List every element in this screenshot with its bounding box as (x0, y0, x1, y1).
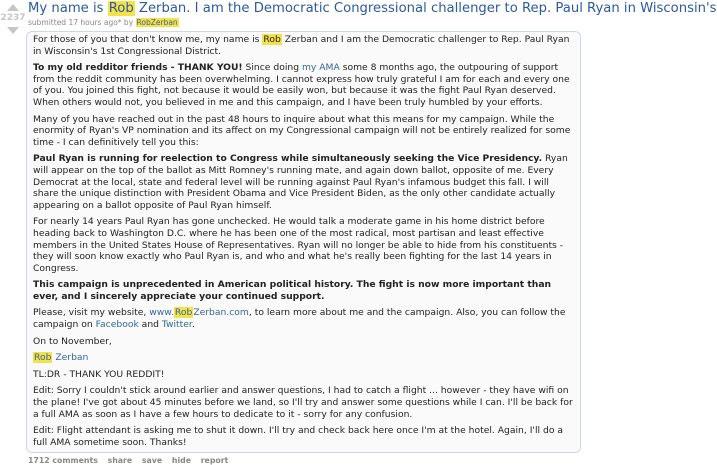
facebook-link[interactable]: Facebook (95, 319, 139, 331)
edit-2: Edit: Flight attendant is asking me to shut it down. I'll try and check back here once I'm at the hotel. Again, I'll do a full AMA sometime soon. Thanks! (33, 425, 563, 448)
vote-column (0, 0, 26, 34)
share-button[interactable]: share (107, 456, 133, 465)
title-post: Zerban. I am the Democratic Congressional challenger to Rep. Paul Ryan in Wisconsin's (134, 1, 717, 16)
signature-rest: Zerban (52, 352, 89, 364)
submitted-text: submitted 17 hours ago* by (28, 18, 136, 27)
upvote-arrow-icon[interactable] (7, 4, 19, 11)
paragraph-3: Many of you have reached out in the past 48 hours to inquire about what this means for my campaign. While the enormity of Ryan's VP nomination and its affect on my Congressional campaign will not be entirely realized for some time - I can definitively tell you this: (33, 113, 571, 148)
post-entry (28, 0, 717, 465)
p2-bold: To my old redditor friends - THANK YOU! (33, 62, 243, 74)
p7-text-a: Please, visit my website, (33, 307, 150, 319)
p1-text-b: Zerban and I am the Democratic challenger to Rep. Paul Ryan in Wisconsin's 1st Congressional District. (33, 34, 570, 57)
downvote-arrow-icon[interactable] (7, 27, 19, 34)
title-highlight: Rob (108, 1, 134, 16)
paragraph-2 (33, 62, 574, 108)
post-body (26, 31, 581, 453)
paragraph-7 (33, 307, 574, 330)
post-buttons (28, 456, 598, 465)
signature-link[interactable] (33, 352, 88, 363)
save-button[interactable]: save (141, 456, 163, 465)
website-link[interactable] (149, 307, 249, 318)
paragraph-8: On to November, (33, 335, 112, 347)
signature-highlight: Rob (34, 352, 52, 364)
post-title[interactable] (28, 0, 717, 18)
paragraph-1 (33, 34, 574, 57)
p1-text-a: For those of you that don't know me, my name is (33, 34, 263, 45)
report-button[interactable]: report (200, 456, 229, 465)
p7-text-d: . (191, 319, 195, 331)
tldr: TL:DR - THANK YOU REDDIT! (33, 368, 165, 380)
paragraph-5: For nearly 14 years Paul Ryan has gone unchecked. He would talk a moderate game in his home district before heading back to Washington D.C. where he has been one of the most radical, most partisan and least effective members in the United States House of Representatives. Ryan will no longer be able to hide from his constituents - they will soon know exactly who Paul Ryan is, and who and what he's really been fighting for the last 14 years in Congress. (33, 216, 564, 274)
website-link-b: Zerban.com (193, 307, 249, 319)
paragraph-6: This campaign is unprecedented in American political history. The fight is now more important than ever, and I sincerely appreciate your continued support. (33, 279, 552, 302)
p4-text: Ryan will appear on the top of the ballot as Mitt Romney's running mate, and again down ballot, opposite of me. Every Democrat at the local, state and federal level will be running against Paul Ryan's infamous budget this fall. I will share the unique distinction with President Obama and Vice President Biden, as the only other candidate actually appearing on a ballot opposite of Paul Ryan himself. (33, 153, 568, 211)
signature (33, 352, 574, 364)
title-pre: My name is (28, 1, 108, 16)
hide-button[interactable]: hide (171, 456, 191, 465)
website-link-highlight: Rob (174, 307, 193, 319)
edit-1: Edit: Sorry I couldn't stick around earlier and answer questions, I had to catch a flight ... however - they have wifi on the plane! I've got about 45 minutes before we land, so I'll try and answer some questions while I can. I'll be back for a full AMA as soon as I have a few hours to dedicate to it - sorry for any confusion. (33, 385, 573, 420)
p7-text-c: and (138, 319, 162, 331)
p4-bold: Paul Ryan is running for reelection to Congress while simultaneously seeking the Vice Presidency. (33, 153, 543, 165)
p2-text-a: Since doing (242, 62, 302, 74)
p1-highlight: Rob (263, 34, 281, 45)
twitter-link[interactable]: Twitter (161, 319, 192, 331)
comments-button[interactable]: 1712 comments (28, 456, 98, 465)
author-link[interactable]: RobZerban (136, 18, 178, 27)
p2-text-b: some 8 months ago, the outpouring of support from the reddit community has been overwhelming. I cannot express how truly grateful I am for each and every one of you. You joined this fight, not because it would be easily won, but because it was the fight Paul Ryan deserved. When others would not, you believed in me and this campaign, and I have been truly humbled by your efforts. (33, 62, 570, 108)
website-link-a: www. (149, 307, 174, 319)
ama-link[interactable]: my AMA (301, 62, 340, 74)
p7-text-b: , to learn more about me and the campaign. Also, you can follow the campaign on (33, 307, 566, 331)
tagline (28, 18, 598, 28)
score: 2237 (0, 13, 26, 23)
paragraph-4 (33, 153, 574, 211)
